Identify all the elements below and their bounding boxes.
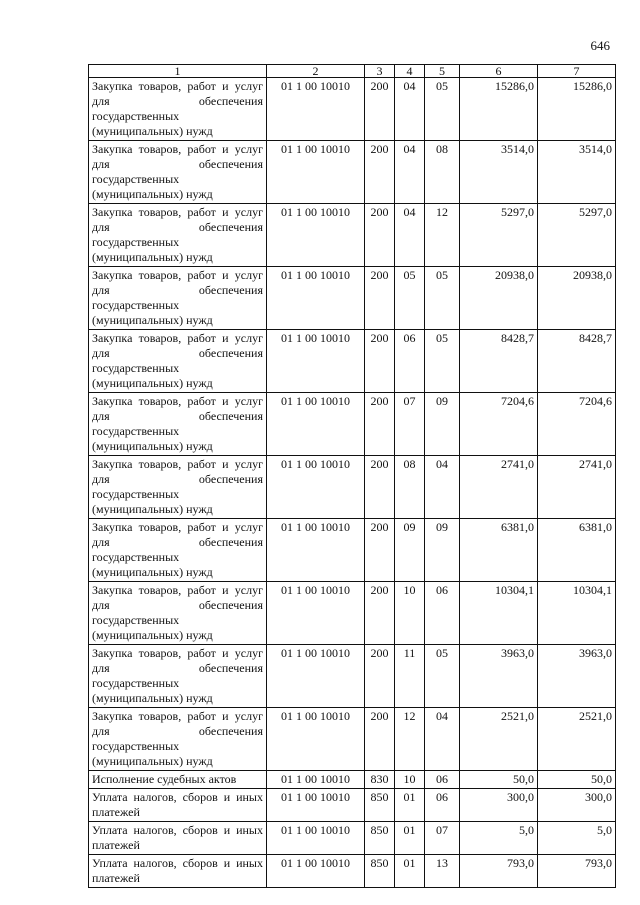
section-cell: 05 — [395, 267, 425, 330]
expense-name-cell: Закупка товаров, работ и услуг для обеспечения государственных (муниципальных) нужд — [89, 330, 267, 393]
target-article-code-cell: 01 1 00 10010 — [267, 330, 365, 393]
section-cell: 01 — [395, 789, 425, 822]
table-row — [89, 267, 616, 330]
table-row — [89, 645, 616, 708]
subsection-cell: 05 — [425, 78, 460, 141]
table-row — [89, 393, 616, 456]
amount-col7-cell: 6381,0 — [538, 519, 616, 582]
target-article-code-cell: 01 1 00 10010 — [267, 855, 365, 888]
target-article-code-cell: 01 1 00 10010 — [267, 582, 365, 645]
expense-type-cell: 200 — [365, 267, 395, 330]
expense-name-cell: Закупка товаров, работ и услуг для обеспечения государственных (муниципальных) нужд — [89, 204, 267, 267]
expense-type-cell: 850 — [365, 789, 395, 822]
target-article-code-cell: 01 1 00 10010 — [267, 822, 365, 855]
column-header-2: 2 — [267, 65, 365, 78]
target-article-code-cell: 01 1 00 10010 — [267, 456, 365, 519]
amount-col6-cell: 15286,0 — [460, 78, 538, 141]
amount-col7-cell: 2521,0 — [538, 708, 616, 771]
subsection-cell: 08 — [425, 141, 460, 204]
target-article-code-cell: 01 1 00 10010 — [267, 267, 365, 330]
target-article-code-cell: 01 1 00 10010 — [267, 78, 365, 141]
subsection-cell: 09 — [425, 519, 460, 582]
expense-type-cell: 200 — [365, 141, 395, 204]
amount-col7-cell: 5297,0 — [538, 204, 616, 267]
section-cell: 10 — [395, 771, 425, 789]
budget-table — [88, 64, 616, 888]
amount-col6-cell: 793,0 — [460, 855, 538, 888]
column-header-6: 6 — [460, 65, 538, 78]
expense-name-cell: Закупка товаров, работ и услуг для обеспечения государственных (муниципальных) нужд — [89, 708, 267, 771]
table-row — [89, 330, 616, 393]
column-header-7: 7 — [538, 65, 616, 78]
amount-col6-cell: 5,0 — [460, 822, 538, 855]
target-article-code-cell: 01 1 00 10010 — [267, 393, 365, 456]
amount-col6-cell: 300,0 — [460, 789, 538, 822]
expense-type-cell: 200 — [365, 204, 395, 267]
expense-type-cell: 200 — [365, 78, 395, 141]
table-row — [89, 204, 616, 267]
amount-col6-cell: 2741,0 — [460, 456, 538, 519]
expense-name-cell: Закупка товаров, работ и услуг для обеспечения государственных (муниципальных) нужд — [89, 78, 267, 141]
target-article-code-cell: 01 1 00 10010 — [267, 519, 365, 582]
expense-type-cell: 200 — [365, 330, 395, 393]
target-article-code-cell: 01 1 00 10010 — [267, 204, 365, 267]
table-row — [89, 519, 616, 582]
table-row — [89, 456, 616, 519]
amount-col6-cell: 7204,6 — [460, 393, 538, 456]
expense-name-cell: Закупка товаров, работ и услуг для обеспечения государственных (муниципальных) нужд — [89, 519, 267, 582]
table-row — [89, 141, 616, 204]
expense-name-cell: Закупка товаров, работ и услуг для обеспечения государственных (муниципальных) нужд — [89, 645, 267, 708]
table-body — [89, 78, 616, 888]
section-cell: 10 — [395, 582, 425, 645]
amount-col7-cell: 3514,0 — [538, 141, 616, 204]
section-cell: 09 — [395, 519, 425, 582]
subsection-cell: 13 — [425, 855, 460, 888]
amount-col7-cell: 15286,0 — [538, 78, 616, 141]
table-row — [89, 78, 616, 141]
subsection-cell: 05 — [425, 645, 460, 708]
subsection-cell: 12 — [425, 204, 460, 267]
target-article-code-cell: 01 1 00 10010 — [267, 645, 365, 708]
subsection-cell: 05 — [425, 330, 460, 393]
expense-name-cell: Уплата налогов, сборов и иных платежей — [89, 855, 267, 888]
expense-type-cell: 850 — [365, 822, 395, 855]
section-cell: 04 — [395, 141, 425, 204]
table-row — [89, 582, 616, 645]
subsection-cell: 04 — [425, 708, 460, 771]
table-row — [89, 708, 616, 771]
table-row — [89, 771, 616, 789]
table-row — [89, 855, 616, 888]
subsection-cell: 06 — [425, 771, 460, 789]
expense-type-cell: 200 — [365, 393, 395, 456]
expense-name-cell: Уплата налогов, сборов и иных платежей — [89, 822, 267, 855]
table-row — [89, 822, 616, 855]
expense-type-cell: 200 — [365, 582, 395, 645]
subsection-cell: 09 — [425, 393, 460, 456]
section-cell: 06 — [395, 330, 425, 393]
amount-col6-cell: 50,0 — [460, 771, 538, 789]
amount-col6-cell: 10304,1 — [460, 582, 538, 645]
amount-col7-cell: 3963,0 — [538, 645, 616, 708]
amount-col6-cell: 8428,7 — [460, 330, 538, 393]
target-article-code-cell: 01 1 00 10010 — [267, 708, 365, 771]
target-article-code-cell: 01 1 00 10010 — [267, 789, 365, 822]
column-header-4: 4 — [395, 65, 425, 78]
expense-type-cell: 200 — [365, 645, 395, 708]
expense-name-cell: Исполнение судебных актов — [89, 771, 267, 789]
column-header-1: 1 — [89, 65, 267, 78]
section-cell: 01 — [395, 822, 425, 855]
target-article-code-cell: 01 1 00 10010 — [267, 771, 365, 789]
table-row — [89, 789, 616, 822]
amount-col7-cell: 300,0 — [538, 789, 616, 822]
section-cell: 12 — [395, 708, 425, 771]
section-cell: 08 — [395, 456, 425, 519]
section-cell: 11 — [395, 645, 425, 708]
expense-type-cell: 850 — [365, 855, 395, 888]
amount-col7-cell: 5,0 — [538, 822, 616, 855]
subsection-cell: 06 — [425, 582, 460, 645]
amount-col6-cell: 6381,0 — [460, 519, 538, 582]
expense-name-cell: Закупка товаров, работ и услуг для обеспечения государственных (муниципальных) нужд — [89, 267, 267, 330]
amount-col7-cell: 8428,7 — [538, 330, 616, 393]
amount-col6-cell: 2521,0 — [460, 708, 538, 771]
column-header-3: 3 — [365, 65, 395, 78]
amount-col7-cell: 50,0 — [538, 771, 616, 789]
amount-col6-cell: 3514,0 — [460, 141, 538, 204]
subsection-cell: 05 — [425, 267, 460, 330]
expense-type-cell: 200 — [365, 519, 395, 582]
subsection-cell: 04 — [425, 456, 460, 519]
amount-col6-cell: 5297,0 — [460, 204, 538, 267]
amount-col7-cell: 793,0 — [538, 855, 616, 888]
target-article-code-cell: 01 1 00 10010 — [267, 141, 365, 204]
expense-name-cell: Закупка товаров, работ и услуг для обеспечения государственных (муниципальных) нужд — [89, 393, 267, 456]
section-cell: 04 — [395, 204, 425, 267]
expense-type-cell: 200 — [365, 456, 395, 519]
column-header-5: 5 — [425, 65, 460, 78]
subsection-cell: 06 — [425, 789, 460, 822]
amount-col7-cell: 20938,0 — [538, 267, 616, 330]
expense-name-cell: Закупка товаров, работ и услуг для обеспечения государственных (муниципальных) нужд — [89, 582, 267, 645]
amount-col7-cell: 10304,1 — [538, 582, 616, 645]
amount-col6-cell: 3963,0 — [460, 645, 538, 708]
expense-type-cell: 200 — [365, 708, 395, 771]
subsection-cell: 07 — [425, 822, 460, 855]
section-cell: 07 — [395, 393, 425, 456]
amount-col6-cell: 20938,0 — [460, 267, 538, 330]
amount-col7-cell: 2741,0 — [538, 456, 616, 519]
table-header-row — [89, 65, 616, 78]
expense-name-cell: Закупка товаров, работ и услуг для обеспечения государственных (муниципальных) нужд — [89, 141, 267, 204]
amount-col7-cell: 7204,6 — [538, 393, 616, 456]
page-number: 646 — [590, 38, 610, 53]
section-cell: 01 — [395, 855, 425, 888]
expense-name-cell: Закупка товаров, работ и услуг для обеспечения государственных (муниципальных) нужд — [89, 456, 267, 519]
section-cell: 04 — [395, 78, 425, 141]
expense-type-cell: 830 — [365, 771, 395, 789]
expense-name-cell: Уплата налогов, сборов и иных платежей — [89, 789, 267, 822]
